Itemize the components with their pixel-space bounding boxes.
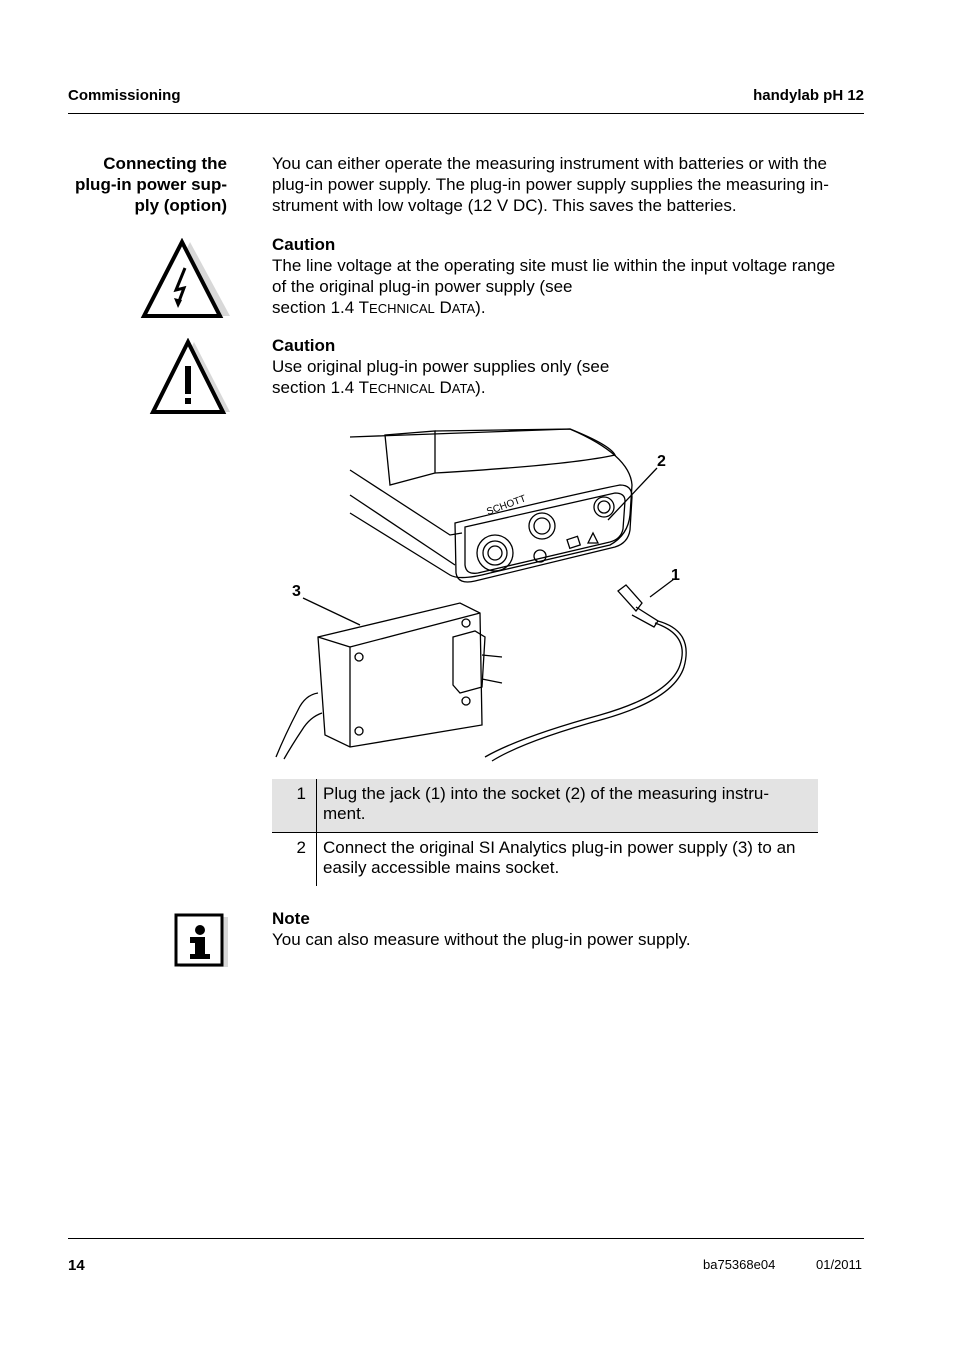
intro-paragraph bbox=[272, 153, 872, 216]
step-line: ment. bbox=[323, 804, 366, 823]
table-row bbox=[272, 779, 818, 833]
document-id: ba75368e04 bbox=[703, 1257, 776, 1272]
note-text: You can also measure without the plug-in power supply. bbox=[272, 930, 691, 949]
ref-suffix: ). bbox=[475, 298, 486, 317]
caution-block-voltage bbox=[272, 234, 872, 319]
running-header-section: Commissioning bbox=[68, 87, 181, 104]
step-line: Plug the jack (1) into the socket (2) of the measuring instru- bbox=[323, 784, 769, 803]
step-text bbox=[317, 779, 819, 833]
ref-prefix: section 1.4 bbox=[272, 378, 359, 397]
step-text bbox=[317, 833, 819, 887]
brand-label: SCHOTT bbox=[485, 493, 528, 518]
power-supply-illustration bbox=[270, 425, 700, 765]
callout-1: 1 bbox=[671, 567, 680, 584]
caution-line: The line voltage at the operating site must lie within the input voltage range bbox=[272, 256, 836, 275]
side-heading-line: plug-in power sup- bbox=[74, 175, 227, 194]
section-side-heading bbox=[40, 153, 227, 216]
document-date: 01/2011 bbox=[816, 1257, 863, 1272]
header-rule bbox=[68, 113, 864, 114]
ref-smallcaps: T bbox=[358, 298, 370, 317]
step-line: easily accessible mains socket. bbox=[323, 858, 560, 877]
info-icon bbox=[174, 913, 230, 969]
ref-smallcaps: D bbox=[439, 378, 452, 397]
side-heading-line: Connecting the bbox=[103, 154, 227, 173]
running-header-product: handylab pH 12 bbox=[753, 87, 864, 104]
footer-rule bbox=[68, 1238, 864, 1239]
caution-line: Use original plug-in power supplies only (see bbox=[272, 357, 610, 376]
note-title: Note bbox=[272, 909, 310, 928]
caution-line: of the original plug-in power supply (see bbox=[272, 277, 573, 296]
step-line: Connect the original SI Analytics plug-in power supply (3) to an bbox=[323, 838, 796, 857]
intro-line: plug-in power supply. The plug-in power supply supplies the measuring in- bbox=[272, 175, 829, 194]
instruction-steps-table bbox=[272, 779, 818, 886]
step-number: 1 bbox=[272, 779, 317, 833]
ref-smallcaps: D bbox=[439, 298, 452, 317]
ref-smallcaps: ECHNICAL bbox=[369, 381, 435, 396]
side-heading-line: ply (option) bbox=[134, 196, 227, 215]
caution-block-original-supply bbox=[272, 335, 872, 399]
ref-prefix: section 1.4 bbox=[272, 298, 359, 317]
electrical-hazard-icon bbox=[140, 238, 232, 320]
callout-3: 3 bbox=[292, 583, 301, 600]
caution-reference-line bbox=[272, 377, 872, 399]
caution-title: Caution bbox=[272, 235, 336, 254]
ref-smallcaps: ATA bbox=[451, 381, 476, 396]
ref-smallcaps: ECHNICAL bbox=[369, 301, 435, 316]
ref-smallcaps: T bbox=[358, 378, 370, 397]
note-block bbox=[272, 908, 872, 950]
step-number: 2 bbox=[272, 833, 317, 887]
intro-line: You can either operate the measuring instrument with batteries or with the bbox=[272, 154, 828, 173]
intro-line: strument with low voltage (12 V DC). This saves the batteries. bbox=[272, 196, 737, 215]
warning-icon bbox=[148, 338, 232, 416]
ref-suffix: ). bbox=[475, 378, 486, 397]
caution-title: Caution bbox=[272, 336, 336, 355]
table-row bbox=[272, 833, 818, 887]
callout-2: 2 bbox=[657, 453, 666, 470]
page-number: 14 bbox=[68, 1257, 85, 1274]
ref-smallcaps: ATA bbox=[451, 301, 476, 316]
caution-reference-line bbox=[272, 297, 872, 319]
